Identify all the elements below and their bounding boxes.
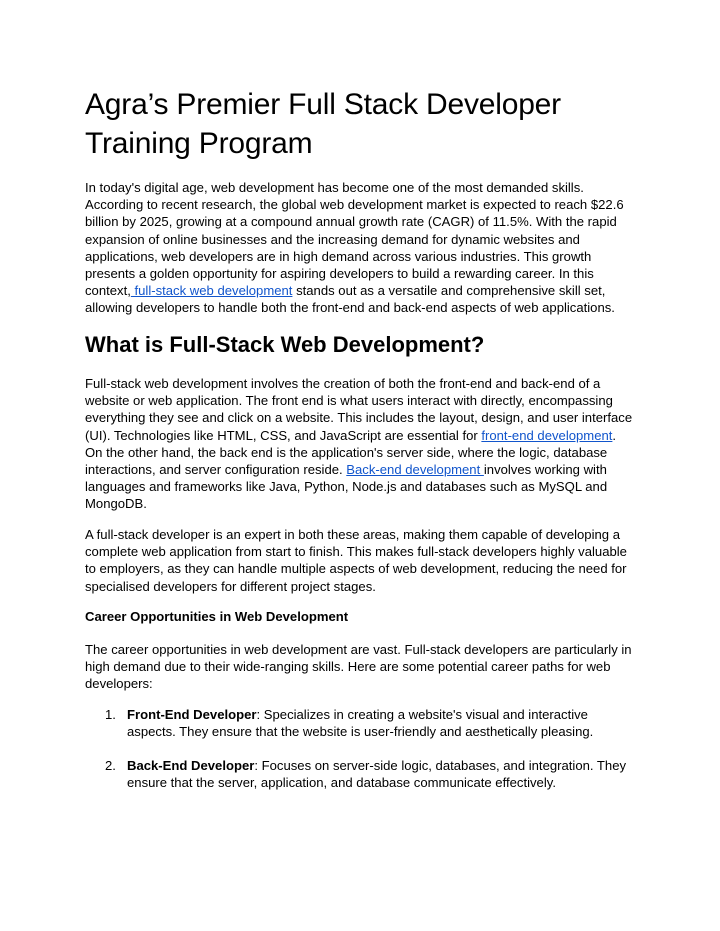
list-term: Front-End Developer [127, 707, 257, 722]
intro-text-after: stands out as a versatile and comprehensive skill set, allowing developers to handle both the front-end and back-end aspects of web applications. [85, 283, 615, 316]
list-body [127, 757, 639, 791]
page-title: Agra’s Premier Full Stack Developer Training Program [85, 88, 561, 160]
definition-text-2: . On the other hand, the back end is the application's server side, where the logic, database interactions, and server configuration reside. [85, 427, 617, 478]
list-body [127, 706, 639, 740]
full-stack-link[interactable]: full-stack web development [130, 283, 293, 299]
definition-text-3: involves working with languages and frameworks like Java, Python, Node.js and databases such as MySQL and MongoDB. [85, 462, 608, 512]
definition-paragraph [85, 375, 637, 513]
list-number: 1. [105, 707, 116, 722]
list-desc: : Specializes in creating a website's visual and interactive aspects. They ensure that the website is user-friendly and aesthetically pleasing. [127, 707, 594, 740]
back-end-link[interactable]: Back-end development [346, 462, 484, 478]
list-number: 2. [105, 758, 116, 773]
career-subheading: Career Opportunities in Web Development [85, 609, 349, 624]
front-end-link[interactable]: front-end development [481, 427, 613, 443]
intro-paragraph [85, 179, 637, 317]
section-heading: What is Full-Stack Web Development? [85, 332, 485, 357]
career-paragraph: The career opportunities in web development are vast. Full-stack developers are particularly in high demand due to their wide-ranging skills. Here are some potential career paths for web developers: [85, 642, 632, 692]
list-term: Back-End Developer [127, 758, 255, 773]
list-desc: : Focuses on server-side logic, databases, and integration. They ensure that the server, application, and database communicate effectively. [127, 758, 627, 791]
definition-text-1: Full-stack web development involves the creation of both the front-end and back-end of a website or web application. The front end is what users interact with directly, encompassing everything they see and click on a website. This includes the layout, design, and user interface (UI). Technologies like HTML, CSS, and JavaScript are essential for [85, 376, 633, 443]
full-stack-developer-paragraph: A full-stack developer is an expert in both these areas, making them capable of developing a complete web application from start to finish. This makes full-stack developers highly valuable to employers, as they can handle multiple aspects of web development, reducing the need for specialised developers for different project stages. [85, 527, 627, 594]
intro-text: In today's digital age, web development has become one of the most demanded skills. According to recent research, the global web development market is expected to reach $22.6 billion by 2025, growing at a compound annual growth rate (CAGR) of 11.5%. With the rapid expansion of online businesses and the increasing demand for dynamic websites and applications, web developers are in high demand across various industries. This growth presents a golden opportunity for aspiring developers to build a rewarding career. In this context, [85, 180, 624, 299]
